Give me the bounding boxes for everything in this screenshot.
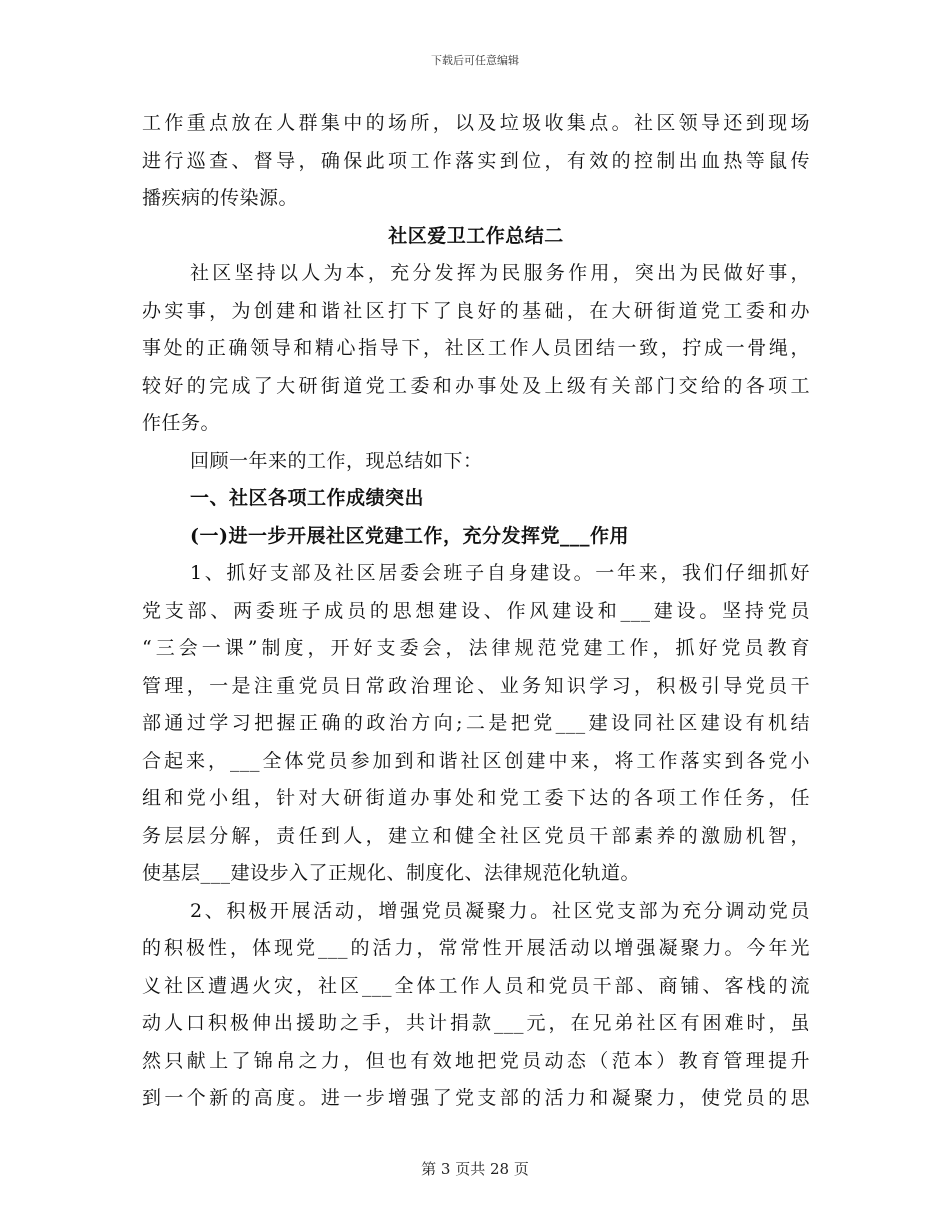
paragraph-line: 播疾病的传染源。 xyxy=(142,187,299,209)
paragraph-line: 义社区遭遇火灾，社区___全体工作人员和党员干部、商铺、客栈的流 xyxy=(142,974,810,997)
paragraph-line: 进行巡查、督导，确保此项工作落实到位，有效的控制出血热等鼠传 xyxy=(142,149,810,172)
paragraph-line: 动人口积极伸出援助之手，共计捐款___元，在兄弟社区有困难时，虽 xyxy=(142,1012,810,1034)
section-title: 社区爱卫工作总结二 xyxy=(388,224,564,247)
paragraph-line: 社区坚持以人为本，充分发挥为民服务作用，突出为民做好事， xyxy=(190,262,810,284)
paragraph-line: 务层层分解，责任到人，建立和健全社区党员干部素养的激励机智， xyxy=(142,824,810,847)
paragraph-line: 事处的正确领导和精心指导下，社区工作人员团结一致，拧成一骨绳， xyxy=(142,337,810,359)
paragraph-line: 组和党小组，针对大研街道办事处和党工委下达的各项工作任务，任 xyxy=(142,787,810,809)
paragraph-line: 1、抓好支部及社区居委会班子自身建设。一年来，我们仔细抓好 xyxy=(190,562,810,584)
document-body xyxy=(142,105,810,1118)
paragraph-line: 部通过学习把握正确的政治方向;二是把党___建设同社区建设有机结 xyxy=(142,712,810,734)
paragraph-line: 的积极性，体现党___的活力，常常性开展活动以增强凝聚力。今年光 xyxy=(142,937,810,959)
heading-level-1: 一、社区各项工作成绩突出 xyxy=(190,487,425,509)
paragraph-line: 2、积极开展活动，增强党员凝聚力。社区党支部为充分调动党员 xyxy=(190,899,810,922)
paragraph-line: 然只献上了锦帛之力，但也有效地把党员动态（范本）教育管理提升 xyxy=(142,1049,810,1072)
paragraph-line: 工作重点放在人群集中的场所，以及垃圾收集点。社区领导还到现场 xyxy=(142,112,810,134)
paragraph-line: 办实事，为创建和谐社区打下了良好的基础，在大研街道党工委和办 xyxy=(142,299,810,322)
paragraph-line: 作任务。 xyxy=(142,412,221,434)
paragraph-line: 使基层___建设步入了正规化、制度化、法律规范化轨道。 xyxy=(142,862,641,884)
paragraph-line: 到一个新的高度。进一步增强了党支部的活力和凝聚力，使党员的思 xyxy=(142,1087,810,1109)
paragraph-line: “三会一课”制度，开好支委会，法律规范党建工作，抓好党员教育 xyxy=(142,637,810,659)
paragraph-line: 党支部、两委班子成员的思想建设、作风建设和___建设。坚持党员 xyxy=(142,599,810,622)
paragraph-line: 较好的完成了大研街道党工委和办事处及上级有关部门交给的各项工 xyxy=(142,374,810,397)
paragraph-line: 合起来，___全体党员参加到和谐社区创建中来，将工作落实到各党小 xyxy=(142,749,810,772)
paragraph-line: 管理，一是注重党员日常政治理论、业务知识学习，积极引导党员干 xyxy=(142,674,810,697)
page-footer: 第 3 页共 28 页 xyxy=(421,1160,529,1178)
paragraph-line: 回顾一年来的工作，现总结如下： xyxy=(190,449,483,472)
page-header: 下载后可任意编辑 xyxy=(431,54,519,67)
heading-level-2: (一)进一步开展社区党建工作，充分发挥党___作用 xyxy=(190,524,629,547)
